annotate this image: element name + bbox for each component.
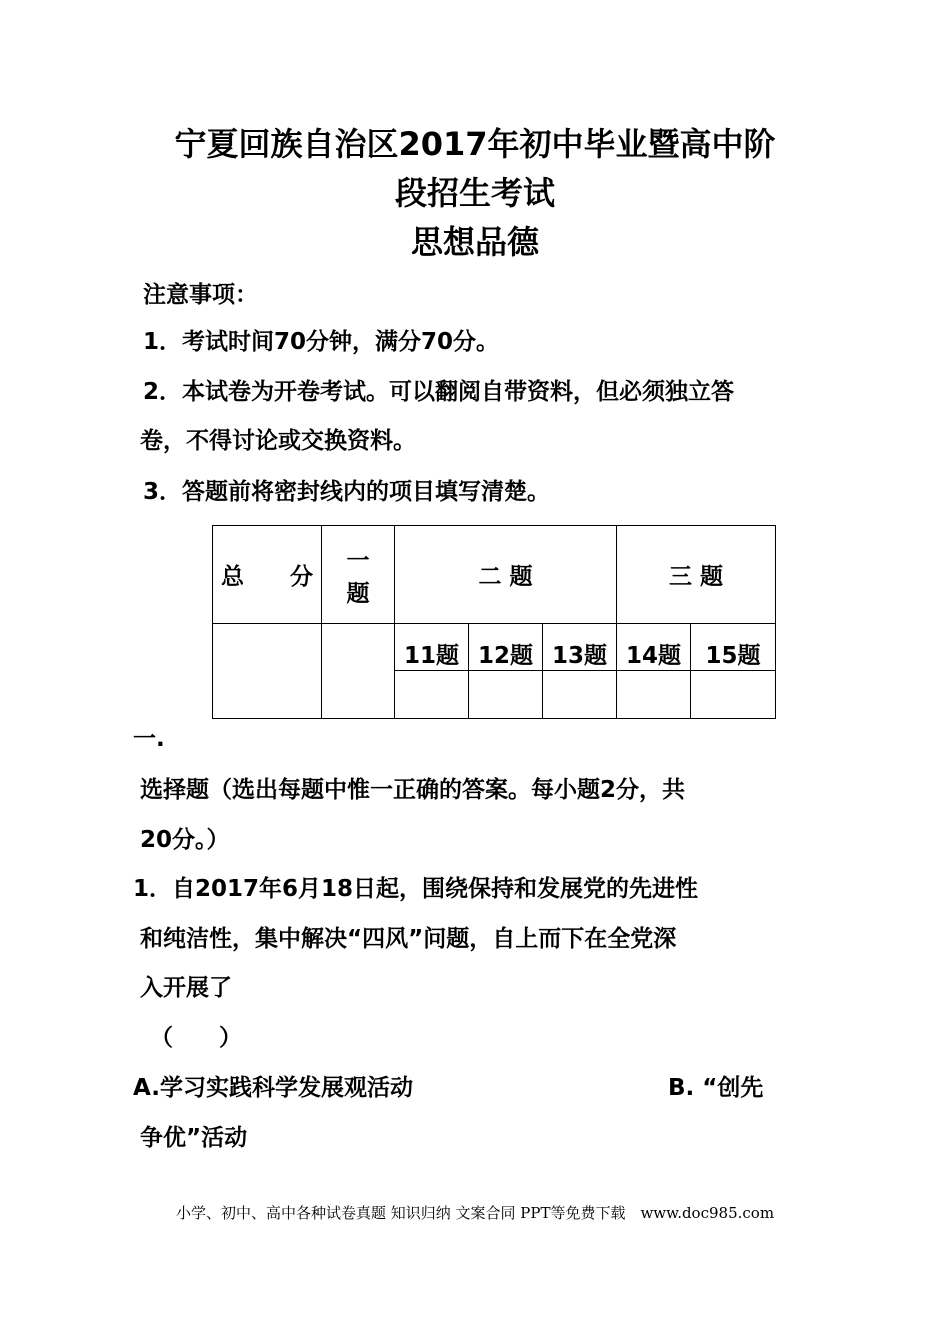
question-1-option-b: B. “创先 <box>668 1075 764 1101</box>
question-12-score-cell <box>469 671 543 719</box>
section-3-header: 三 题 <box>617 526 776 624</box>
subject-title: 思想品德 <box>410 223 539 261</box>
note-item-2a: 2．本试卷为开卷考试。可以翻阅自带资料，但必须独立答 <box>143 379 735 405</box>
question-13-score-cell <box>543 671 617 719</box>
question-1-option-b-continued: 争优”活动 <box>140 1125 248 1151</box>
total-score-cell <box>213 624 322 719</box>
score-table <box>212 525 776 719</box>
question-1-line1: 1．自2017年6月18日起，围绕保持和发展党的先进性 <box>133 876 699 902</box>
question-13-header: 13题 <box>543 624 617 671</box>
page-title-line2: 段招生考试 <box>394 174 555 212</box>
note-item-3: 3．答题前将密封线内的项目填写清楚。 <box>143 479 551 505</box>
part-1-instructions-line2: 20分。） <box>140 827 230 853</box>
section-1-header-top: 一 <box>346 547 370 574</box>
question-12-header: 12题 <box>469 624 543 671</box>
question-1-option-a: A.学习实践科学发展观活动 <box>133 1075 413 1101</box>
question-14-header: 14题 <box>617 624 691 671</box>
section-1-score-cell <box>322 624 395 719</box>
part-1-marker: 一. <box>133 726 165 752</box>
note-item-2b: 卷，不得讨论或交换资料。 <box>140 428 416 454</box>
page-title-line1: 宁夏回族自治区2017年初中毕业暨高中阶 <box>174 125 776 163</box>
question-1-line2: 和纯洁性，集中解决“四风”问题，自上而下在全党深 <box>140 926 677 952</box>
section-2-header: 二 题 <box>395 526 617 624</box>
page-footer: 小学、初中、高中各种试卷真题 知识归纳 文案合同 PPT等免费下载 www.doc985.com <box>175 1204 775 1222</box>
question-15-score-cell <box>691 671 776 719</box>
question-15-header: 15题 <box>691 624 776 671</box>
part-1-instructions-line1: 选择题（选出每题中惟一正确的答案。每小题2分，共 <box>140 777 686 803</box>
section-1-header <box>322 526 395 624</box>
section-1-header-bottom: 题 <box>346 580 370 607</box>
question-1-answer-blank: （ ） <box>150 1025 242 1051</box>
question-14-score-cell <box>617 671 691 719</box>
note-item-1: 1．考试时间70分钟，满分70分。 <box>143 329 500 355</box>
question-1-line3: 入开展了 <box>140 975 232 1001</box>
total-score-header: 总 分 <box>213 526 322 624</box>
notes-heading: 注意事项： <box>143 282 258 308</box>
question-11-score-cell <box>395 671 469 719</box>
question-11-header: 11题 <box>395 624 469 671</box>
